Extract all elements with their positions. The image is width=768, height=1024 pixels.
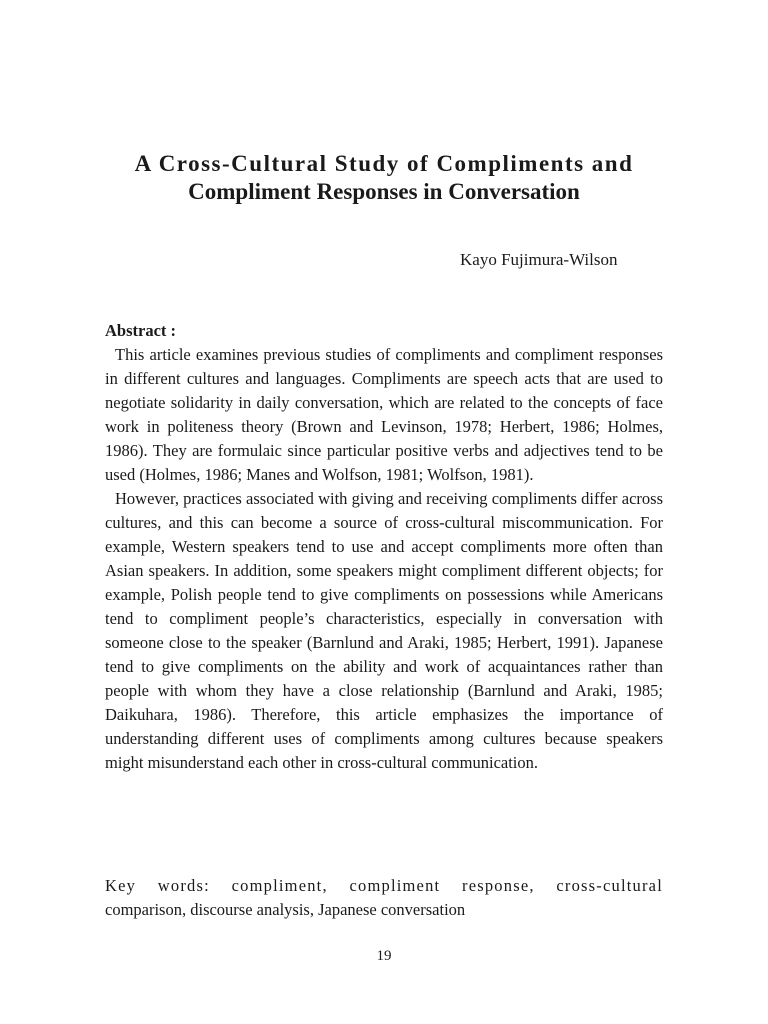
keywords-line-2: comparison, discourse analysis, Japanese conversation xyxy=(105,900,466,919)
abstract-heading: Abstract : xyxy=(105,321,177,340)
abstract-paragraph-1: This article examines previous studies of compliments and compliment responses in different cultures and languages. Compliments are speech acts that are used to negotiate solidarity in daily conversation, which are related to the concepts of face work in politeness theory (Brown and Levinson, 1978; Herbert, 1986; Holmes, 1986). They are formulaic since particular positive verbs and adjectives tend to be used (Holmes, 1986; Manes and Wolfson, 1981; Wolfson, 1981). xyxy=(105,345,663,484)
abstract-paragraph-2: However, practices associated with giving and receiving compliments differ across cultures, and this can become a source of cross-cultural miscommunication. For example, Western speakers tend to use and accept compliments more often than Asian speakers. In addition, some speakers might compliment different objects; for example, Polish people tend to give compliments on possessions while Americans tend to compliment people’s characteristics, especially in conversation with someone close to the speaker (Barnlund and Araki, 1985; Herbert, 1991). Japanese tend to give compliments on the ability and work of acquaintances rather than people with whom they have a close relationship (Barnlund and Araki, 1985; Daikuhara, 1986). Therefore, this article emphasizes the importance of understanding different uses of compliments among cultures because speakers might misunderstand each other in cross-cultural communication. xyxy=(105,489,663,772)
keywords-line-1: Key words: compliment, compliment response, cross-cultural xyxy=(105,876,663,895)
paper-title xyxy=(96,150,672,206)
abstract-section xyxy=(105,319,663,775)
page-number: 19 xyxy=(376,948,392,964)
keywords-section xyxy=(105,874,663,922)
title-line-2: Compliment Responses in Conversation xyxy=(188,179,580,204)
title-line-1: A Cross-Cultural Study of Compliments and xyxy=(134,151,634,176)
author-name: Kayo Fujimura-Wilson xyxy=(460,250,618,269)
